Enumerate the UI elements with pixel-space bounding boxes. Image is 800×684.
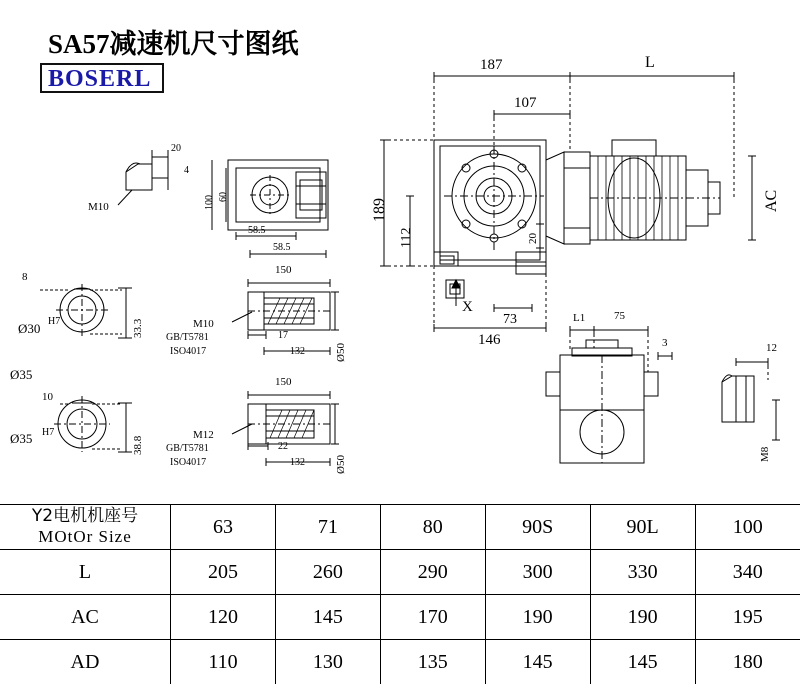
table-cell: 170 bbox=[380, 595, 485, 640]
table-cell-size-90l: 90L bbox=[590, 505, 695, 550]
table-row-AC bbox=[0, 595, 800, 640]
table-cell: 145 bbox=[590, 640, 695, 684]
table-cell: 190 bbox=[485, 595, 590, 640]
dim-17: 17 bbox=[278, 330, 288, 341]
dim-M8: M8 bbox=[759, 446, 771, 462]
dim-132-b: 132 bbox=[290, 457, 305, 468]
dim-73: 73 bbox=[503, 312, 517, 327]
dim-3: 3 bbox=[662, 337, 668, 349]
label-gbt5781-b: GB/T5781 bbox=[166, 443, 209, 454]
dim-187: 187 bbox=[480, 57, 503, 73]
dim-d35-tol: H7 bbox=[42, 427, 55, 438]
page-title-text: SA57减速机尺寸图纸 bbox=[48, 29, 299, 59]
dim-20-main: 20 bbox=[527, 233, 539, 244]
label-iso4017-a: ISO4017 bbox=[170, 346, 207, 357]
table-cell: 260 bbox=[275, 550, 380, 595]
dim-75: 75 bbox=[614, 310, 625, 322]
dim-38-8: 38.8 bbox=[132, 435, 144, 455]
table-cell: 135 bbox=[380, 640, 485, 684]
table-cell: 110 bbox=[171, 640, 276, 684]
table-header-en: MOtOr Size bbox=[38, 527, 132, 546]
label-M10-bolt: M10 bbox=[193, 318, 214, 330]
table-row-L bbox=[0, 550, 800, 595]
table-header-cn: Y2电机机座号 bbox=[31, 506, 139, 527]
label-gbt5781-a: GB/T5781 bbox=[166, 332, 209, 343]
table-cell: 195 bbox=[695, 595, 800, 640]
brand-logo-text: BOSERL bbox=[48, 66, 152, 92]
dim-L1: L1 bbox=[573, 312, 586, 324]
table-row-label-L: L bbox=[0, 550, 171, 595]
label-M10-key: M10 bbox=[88, 201, 109, 213]
dim-4-key: 4 bbox=[184, 165, 189, 176]
table-cell: 205 bbox=[171, 550, 276, 595]
dim-10: 10 bbox=[42, 391, 53, 403]
table-cell: 330 bbox=[590, 550, 695, 595]
table-cell: 120 bbox=[171, 595, 276, 640]
dim-d30: Ø30 bbox=[18, 321, 41, 336]
table-cell-size-71: 71 bbox=[275, 505, 380, 550]
table-cell: 130 bbox=[275, 640, 380, 684]
table-header-cell bbox=[0, 505, 171, 550]
table-cell: 300 bbox=[485, 550, 590, 595]
dim-33-3: 33.3 bbox=[132, 318, 144, 338]
dim-d35: Ø35 bbox=[10, 367, 33, 382]
dim-8: 8 bbox=[22, 271, 28, 283]
dim-d30-tol: H7 bbox=[48, 316, 61, 327]
table-cell-size-90s: 90S bbox=[485, 505, 590, 550]
dim-189: 189 bbox=[371, 198, 388, 222]
dim-150-a: 150 bbox=[275, 264, 292, 276]
table-cell: 145 bbox=[275, 595, 380, 640]
specification-table bbox=[0, 504, 800, 684]
dim-12: 12 bbox=[766, 342, 777, 354]
dim-112: 112 bbox=[399, 227, 414, 248]
dim-150-b: 150 bbox=[275, 376, 292, 388]
dim-d50-b: Ø50 bbox=[335, 455, 347, 474]
table-cell: 190 bbox=[590, 595, 695, 640]
dim-58-5-b: 58.5 bbox=[273, 242, 291, 253]
dim-d50-a: Ø50 bbox=[335, 343, 347, 362]
table-cell-size-80: 80 bbox=[380, 505, 485, 550]
dim-100: 100 bbox=[204, 195, 215, 210]
dim-60: 60 bbox=[218, 192, 229, 202]
table-row-label-AC: AC bbox=[0, 595, 171, 640]
table-row-label-AD: AD bbox=[0, 640, 171, 684]
table-cell: 145 bbox=[485, 640, 590, 684]
dim-58-5-a: 58.5 bbox=[248, 225, 266, 236]
dim-20-key: 20 bbox=[171, 143, 181, 154]
dim-146: 146 bbox=[478, 332, 501, 348]
label-iso4017-b: ISO4017 bbox=[170, 457, 207, 468]
view-marker-X: X bbox=[462, 299, 473, 315]
table-cell: 290 bbox=[380, 550, 485, 595]
dim-132-a: 132 bbox=[290, 346, 305, 357]
dim-22: 22 bbox=[278, 441, 288, 452]
table-cell: 180 bbox=[695, 640, 800, 684]
table-row-header bbox=[0, 505, 800, 550]
dim-107: 107 bbox=[514, 95, 537, 111]
label-M12-bolt: M12 bbox=[193, 429, 214, 441]
dim-AC: AC bbox=[763, 189, 780, 212]
table-cell-size-100: 100 bbox=[695, 505, 800, 550]
table-row-AD bbox=[0, 640, 800, 684]
table-cell: 340 bbox=[695, 550, 800, 595]
dim-L: L bbox=[645, 54, 655, 71]
dim-d35h7: Ø35 bbox=[10, 431, 33, 446]
table-cell-size-63: 63 bbox=[171, 505, 276, 550]
